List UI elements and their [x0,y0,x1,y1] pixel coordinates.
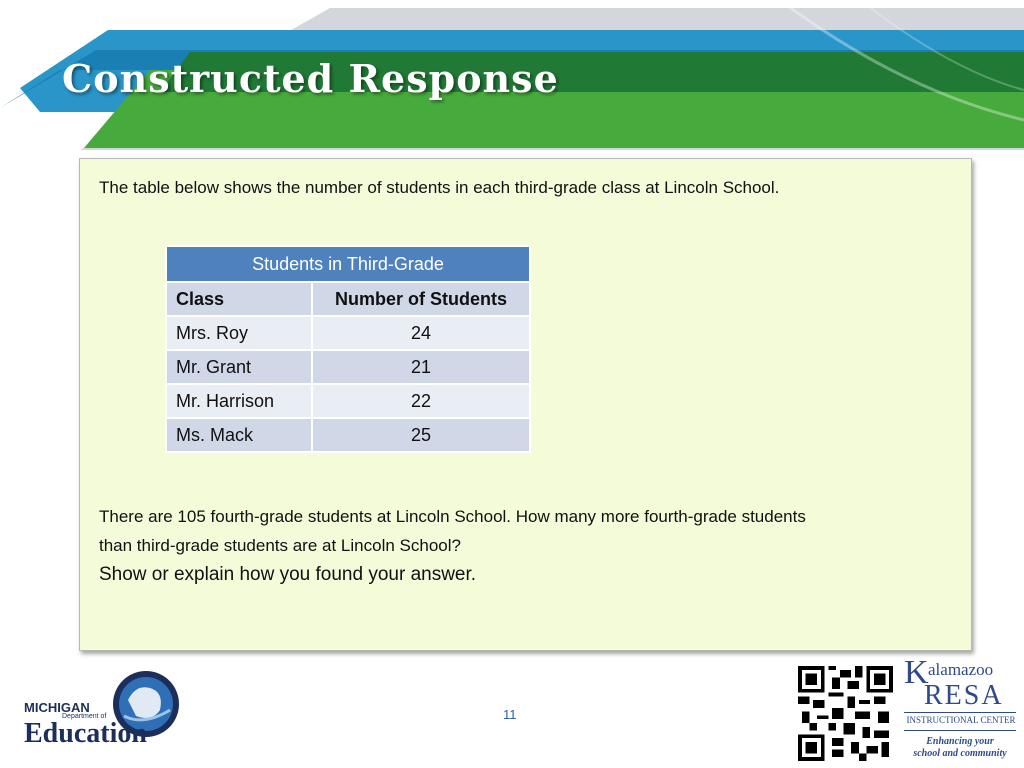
class-cell: Mrs. Roy [166,316,312,350]
page-number: 11 [503,707,517,722]
table-row [166,350,530,384]
table-row [166,316,530,350]
count-cell: 22 [312,384,530,418]
resa-tagline-line1: Enhancing your [926,736,994,747]
resa-wordmark: RESA [924,680,1004,711]
question-line: There are 105 fourth-grade students at Lincoln School. How many more fourth-grade students than third-grade students are at Lincoln School? [99,507,806,555]
resa-kalamazoo: alamazoo [928,660,994,679]
table-row [166,418,530,452]
column-header-number: Number of Students [312,282,530,316]
table-caption-row [166,246,530,282]
answer-instruction: Show or explain how you found your answer. [99,564,477,585]
count-cell: 24 [312,316,530,350]
mde-education: Education [24,718,147,749]
question-text [99,502,819,589]
mde-michigan: MICHIGAN [24,700,90,715]
resa-k: K [904,654,929,691]
resa-tagline-line2: school and community [913,748,1007,759]
divider [904,712,1016,713]
students-table [165,245,531,453]
class-cell: Mr. Harrison [166,384,312,418]
count-cell: 25 [312,418,530,452]
class-cell: Ms. Mack [166,418,312,452]
content-box [79,158,972,651]
intro-text: The table below shows the number of students in each third-grade class at Lincoln School. [99,178,780,197]
count-cell: 21 [312,350,530,384]
mde-logo [24,670,184,748]
column-header-class: Class [166,282,312,316]
divider [904,730,1016,731]
table-caption: Students in Third-Grade [166,246,530,282]
qr-code-icon [798,666,893,761]
resa-center: INSTRUCTIONAL CENTER [906,715,1016,725]
class-cell: Mr. Grant [166,350,312,384]
kalamazoo-resa-logo [902,654,1020,764]
table-row [166,384,530,418]
mde-department: Department of [62,713,107,720]
table-header-row [166,282,530,316]
resa-tagline [904,736,1016,760]
slide-title: Constructed Response [62,56,559,101]
